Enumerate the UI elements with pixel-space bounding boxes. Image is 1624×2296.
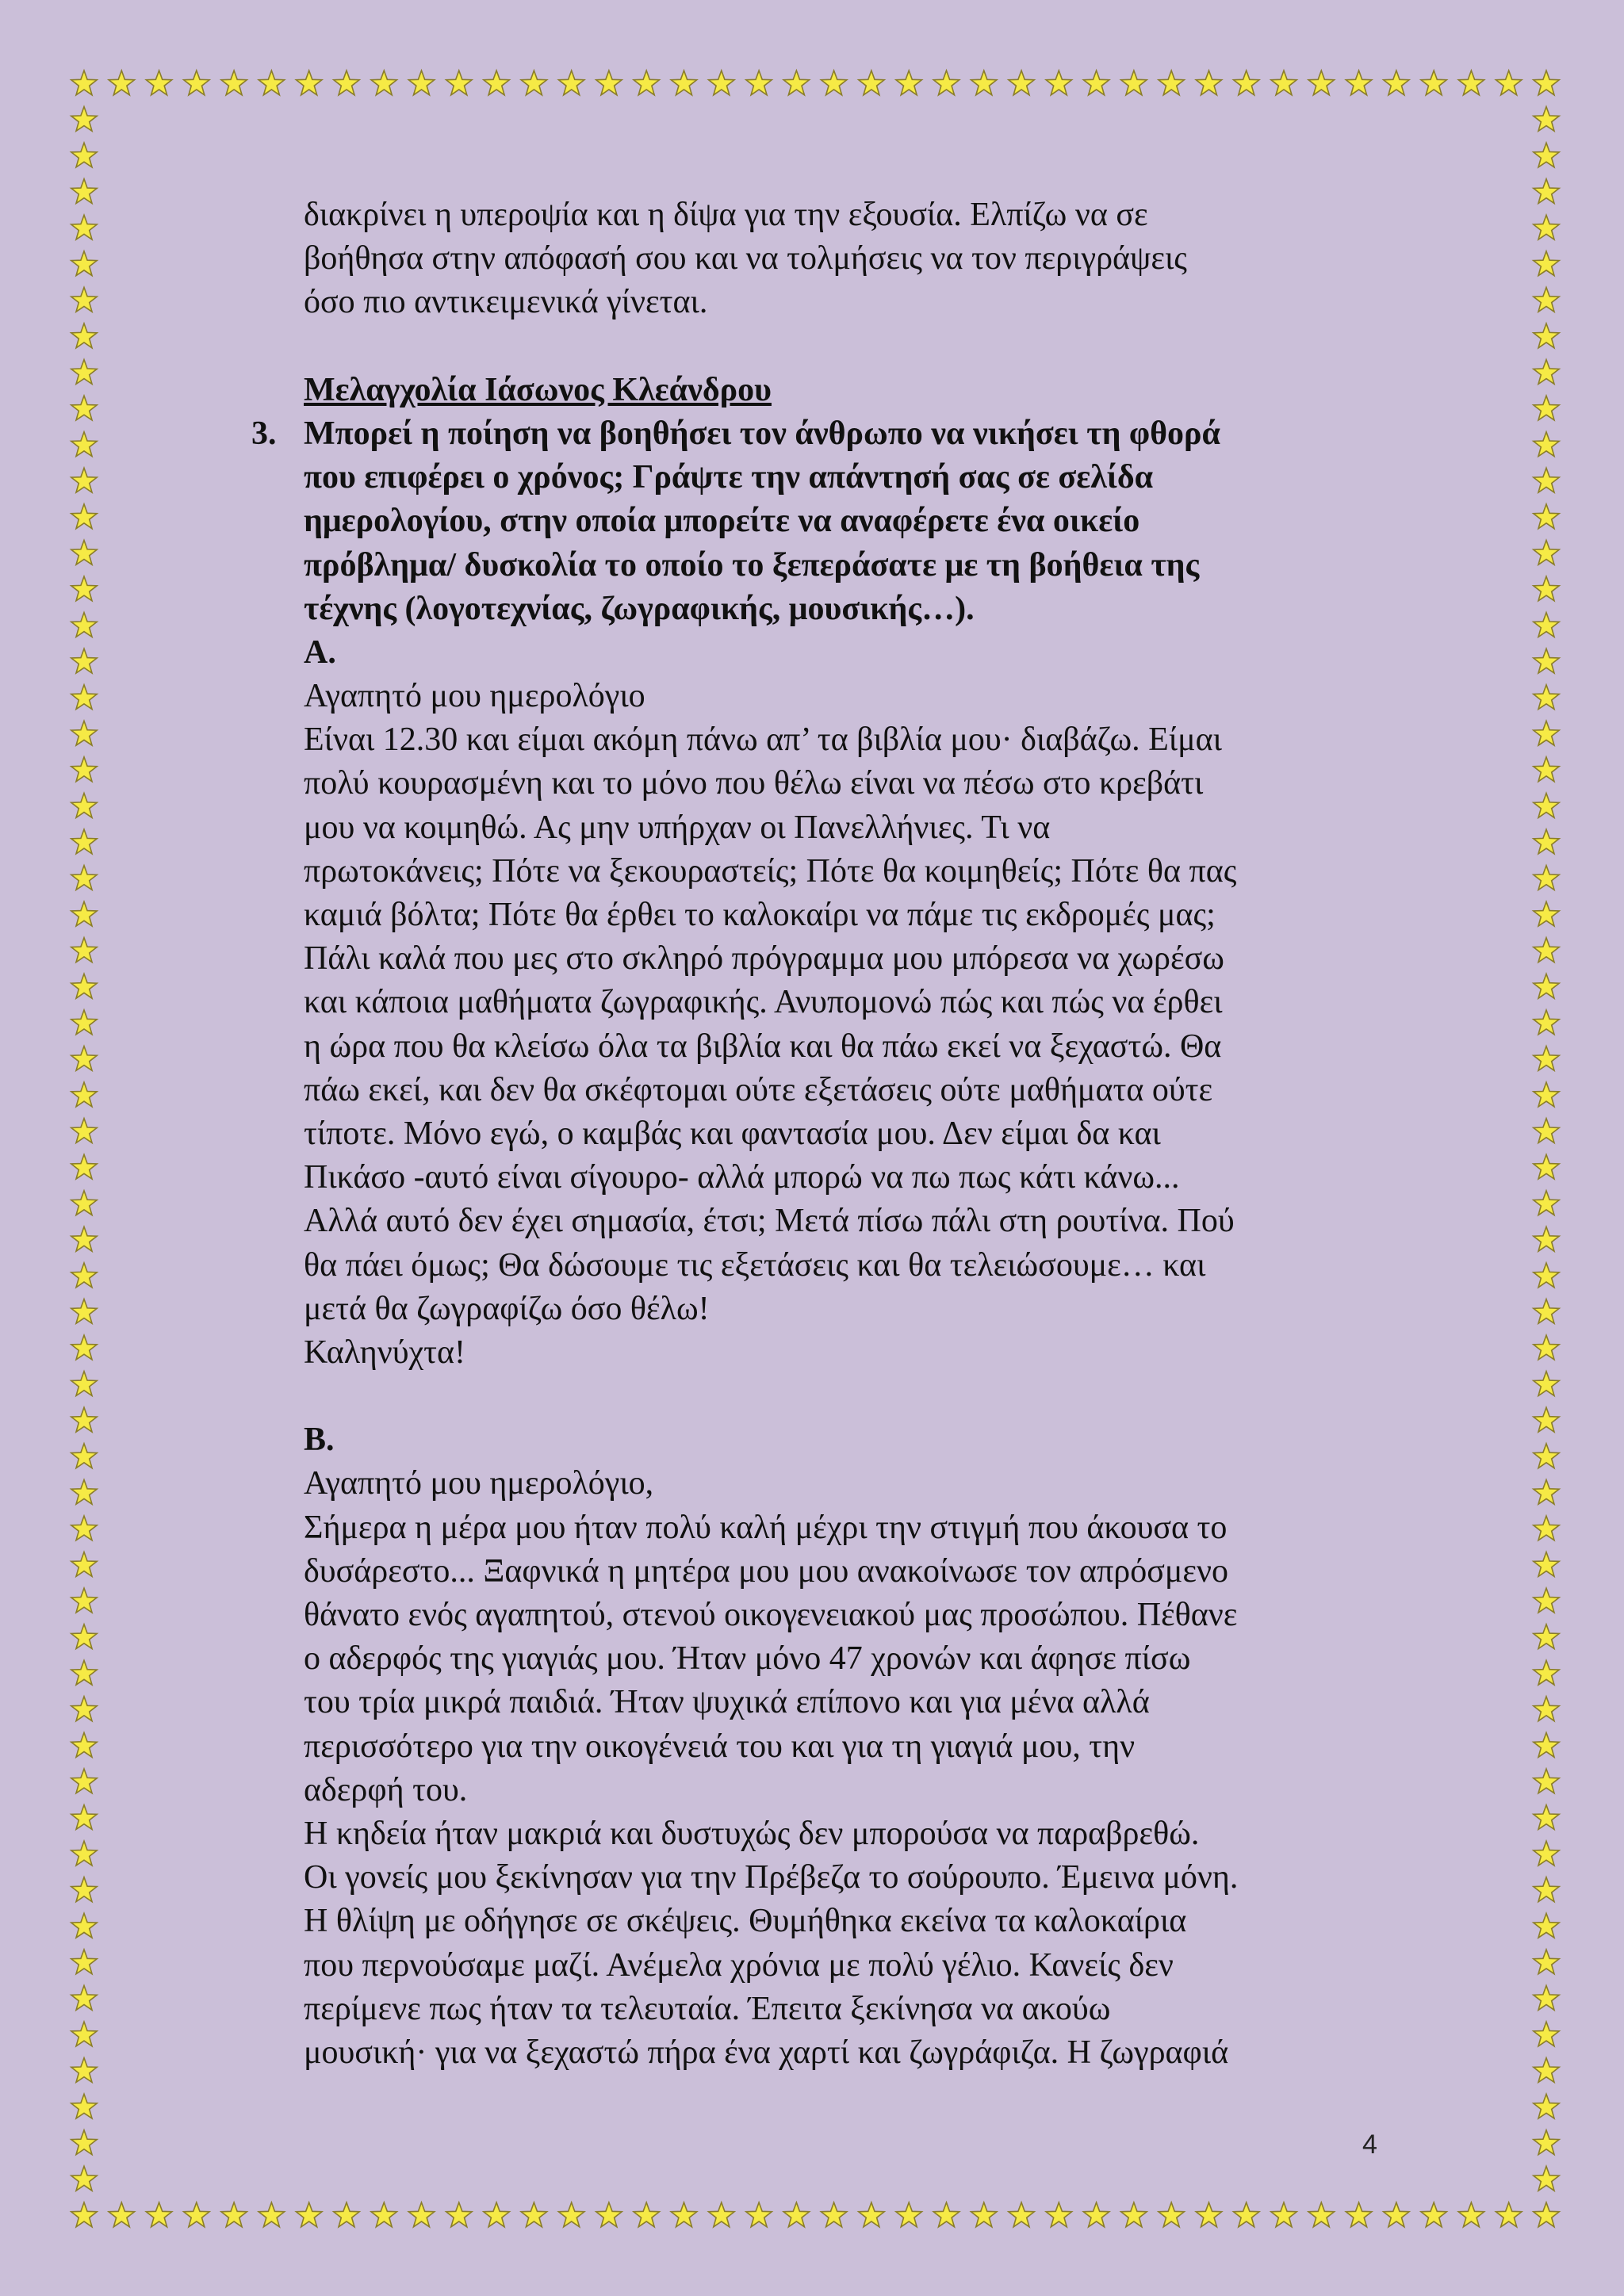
star-icon [71,1372,97,1396]
star-icon [334,71,359,95]
intro-line: όσο πιο αντικειμενικά γίνεται. [304,284,708,321]
star-icon [822,2202,847,2227]
star-icon [71,1660,97,1685]
star-icon [446,71,472,95]
star-icon [1159,2202,1184,2227]
star-icon [1534,685,1559,710]
star-icon [1346,71,1371,95]
section-b-line: Σήμερα η μέρα μου ήταν πολύ καλή μέχρι την στιγμή που άκουσα το [304,1509,1228,1546]
star-icon [71,794,97,818]
star-icon [71,1047,97,1071]
section-b-line: που περνούσαμε μαζί. Ανέμελα χρόνια με πολύ γέλιο. Κανείς δεν [304,1946,1174,1984]
star-icon [71,143,97,167]
star-icon [71,613,97,637]
section-a-line: Αλλά αυτό δεν έχει σημασία, έτσι; Μετά πίσω πάλι στη ρουτίνα. Πού [304,1203,1235,1240]
star-icon [334,2202,359,2227]
question-line: πρόβλημα/ δυσκολία το οποίο το ξεπεράσατε με τη βοήθεια της [304,546,1200,584]
star-icon [783,71,809,95]
star-icon [371,2202,396,2227]
star-icon [1196,2202,1221,2227]
star-icon [1534,1191,1559,1215]
section-a-line: Πικάσο -αυτό είναι σίγουρο- αλλά μπορώ να πω πως κάτι κάνω... [304,1159,1180,1196]
star-icon [1534,432,1559,457]
author-name: Μελαγχολία Ιάσωνος Κλεάνδρου [304,371,772,408]
star-icon [1009,2202,1034,2227]
star-icon [1534,1986,1559,2011]
star-icon [1534,794,1559,818]
star-icon [71,1119,97,1143]
star-icon [1534,143,1559,167]
star-icon [484,2202,509,2227]
star-icon [1384,2202,1409,2227]
star-icon [71,757,97,782]
star-icon [1534,1119,1559,1143]
section-a-line: Είναι 12.30 και είμαι ακόμη πάνω απ’ τα βιβλία μου· διαβάζω. Είμαι [304,721,1222,759]
star-icon [71,1480,97,1505]
star-icon [71,504,97,529]
section-a [304,631,1382,1375]
question-3 [251,412,1382,631]
star-icon [1534,179,1559,204]
star-icon [71,1950,97,1974]
star-icon [71,685,97,710]
star-icon [71,396,97,420]
star-icon [371,71,396,95]
star-icon [1534,649,1559,673]
star-icon [1046,71,1071,95]
star-icon [71,179,97,204]
star-icon [1534,1516,1559,1540]
section-a-line: και κάποια μαθήματα ζωγραφικής. Ανυπομονώ πώς και πώς να έρθει [304,984,1223,1021]
star-icon [146,71,171,95]
star-icon [71,1552,97,1577]
star-icon [1534,2166,1559,2191]
star-icon [1534,504,1559,529]
star-icon [1534,1082,1559,1107]
star-icon [71,541,97,565]
star-icon [71,288,97,312]
star-icon [184,2202,209,2227]
star-icon [71,2094,97,2118]
star-icon [1534,1407,1559,1432]
star-icon [746,71,772,95]
star-icon [71,576,97,601]
star-icon [1534,1010,1559,1035]
star-icon [71,1407,97,1432]
star-icon [71,974,97,998]
star-icon [1534,215,1559,239]
star-icon [71,866,97,890]
star-icon [1534,251,1559,276]
star-icon [1159,71,1184,95]
star-icon [71,1986,97,2011]
star-icon [1046,2202,1071,2227]
star-icon [71,721,97,745]
star-icon [221,71,247,95]
star-icon [71,251,97,276]
intro-line: διακρίνει η υπεροψία και η δίψα για την εξουσία. Ελπίζω να σε [304,197,1148,233]
star-icon [933,2202,959,2227]
star-icon [1534,2130,1559,2155]
star-icon [596,2202,622,2227]
star-icon [1009,71,1034,95]
star-icon [297,71,322,95]
star-icon [146,2202,171,2227]
star-icon [1534,1552,1559,1577]
star-icon [1534,1480,1559,1505]
star-icon [484,71,509,95]
star-icon [71,215,97,239]
star-icon [1534,2202,1559,2227]
question-line: ημερολογίου, στην οποία μπορείτε να αναφέρετε ένα οικείο [304,503,1140,540]
star-icon [1534,396,1559,420]
section-b-line: αδερφή του. [304,1771,468,1808]
star-icon [746,2202,772,2227]
section-a-line: Πάλι καλά που μες στο σκληρό πρόγραμμα μου μπόρεσα να χωρέσω [304,940,1224,978]
section-b-line: μουσική· για να ξεχαστώ πήρα ένα χαρτί και ζωγράφιζα. Η ζωγραφιά [304,2034,1229,2071]
star-icon [1534,107,1559,132]
section-a-line: πολύ κουρασμένη και το μόνο που θέλω είναι να πέσω στο κρεβάτι [304,765,1204,802]
star-icon [71,1516,97,1540]
star-icon [1534,1047,1559,1071]
star-icon [71,1733,97,1758]
star-icon [259,71,284,95]
star-icon [71,1263,97,1288]
star-icon [71,1624,97,1649]
star-icon [71,1191,97,1215]
star-icon [1534,1660,1559,1685]
star-icon [1234,71,1259,95]
star-icon [71,1299,97,1324]
star-icon [1496,71,1522,95]
star-icon [1083,2202,1109,2227]
star-icon [1421,2202,1446,2227]
star-icon [709,71,734,95]
star-icon [1308,2202,1334,2227]
star-icon [71,2058,97,2083]
intro-paragraph [304,193,1382,325]
star-icon [1534,757,1559,782]
section-a-line: θα πάει όμως; Θα δώσουμε τις εξετάσεις και θα τελειώσουμε… και [304,1246,1206,1284]
star-icon [1271,2202,1297,2227]
star-icon [1346,2202,1371,2227]
section-b-line: Η κηδεία ήταν μακριά και δυστυχώς δεν μπορούσα να παραβρεθώ. [304,1815,1200,1852]
star-icon [1534,1299,1559,1324]
star-icon [71,360,97,385]
star-icon [933,71,959,95]
question-line: Μπορεί η ποίηση να βοηθήσει τον άνθρωπο να νικήσει τη φθορά [304,415,1220,452]
document-body [251,193,1382,2075]
star-icon [1534,1697,1559,1721]
section-a-line: η ώρα που θα κλείσω όλα τα βιβλία και θα πάω εκεί να ξεχαστώ. Θα [304,1027,1222,1065]
section-a-line: πρωτοκάνεις; Πότε να ξεκουραστείς; Πότε θα κοιμηθείς; Πότε θα πας [304,852,1237,890]
star-icon [559,71,584,95]
star-icon [71,1841,97,1866]
star-icon [1121,2202,1147,2227]
star-icon [1534,1226,1559,1251]
section-b-line: περισσότερο για την οικογένειά του και για τη γιαγιά μου, την [304,1728,1136,1765]
star-icon [1534,721,1559,745]
section-a-greeting: Αγαπητό μου ημερολόγιο [304,678,645,715]
section-b-line: του τρία μικρά παιδιά. Ήταν ψυχικά επίπονο και για μένα αλλά [304,1684,1150,1721]
star-icon [1534,1335,1559,1360]
section-b-label: Β. [304,1422,335,1459]
star-icon [1534,1444,1559,1468]
star-icon [259,2202,284,2227]
star-icon [1534,2058,1559,2083]
section-b-line: θάνατο ενός αγαπητού, στενού οικογενειακού μας προσώπου. Πέθανε [304,1597,1238,1633]
star-icon [1234,2202,1259,2227]
star-icon [1534,1841,1559,1866]
star-icon [1121,71,1147,95]
star-icon [1534,323,1559,348]
star-icon [1384,71,1409,95]
star-icon [1534,938,1559,962]
star-icon [71,2166,97,2191]
section-b-greeting: Αγαπητό μου ημερολόγιο, [304,1465,654,1502]
star-icon [71,2202,97,2227]
section-a-line: τίποτε. Μόνο εγώ, ο καμβάς και φαντασία μου. Δεν είμαι δα και [304,1115,1161,1152]
star-icon [1534,1624,1559,1649]
star-icon [71,2130,97,2155]
section-b-line: ο αδερφός της γιαγιάς μου. Ήταν μόνο 47 χρονών και άφησε πίσω [304,1640,1191,1678]
star-icon [822,71,847,95]
star-icon [1083,71,1109,95]
star-icon [1534,468,1559,492]
star-icon [1534,1805,1559,1830]
star-icon [71,468,97,492]
star-icon [1534,360,1559,385]
star-icon [71,1805,97,1830]
section-a-closing: Καληνύχτα! [304,1334,466,1371]
star-icon [71,1697,97,1721]
star-icon [71,1877,97,1902]
star-icon [634,2202,659,2227]
star-icon [783,2202,809,2227]
star-icon [71,1082,97,1107]
star-icon [71,1010,97,1035]
section-a-line: πάω εκεί, και δεν θα σκέφτομαι ούτε εξετάσεις ούτε μαθήματα ούτε [304,1071,1213,1108]
star-icon [1421,71,1446,95]
star-icon [71,1226,97,1251]
star-icon [1534,1733,1559,1758]
star-icon [408,71,434,95]
section-b-line: περίμενε πως ήταν τα τελευταία. Έπειτα ξεκίνησα να ακούω [304,1990,1111,2027]
star-icon [859,2202,884,2227]
star-icon [71,323,97,348]
section-b [304,1418,1382,2075]
section-a-line: μετά θα ζωγραφίζω όσο θέλω! [304,1290,710,1327]
star-icon [1534,1154,1559,1179]
star-icon [1196,71,1221,95]
star-icon [971,71,997,95]
question-line: τέχνης (λογοτεχνίας, ζωγραφικής, μουσικής…). [304,590,975,627]
star-icon [1534,901,1559,926]
star-icon [408,2202,434,2227]
star-icon [297,2202,322,2227]
star-icon [1534,613,1559,637]
star-icon [221,2202,247,2227]
star-icon [559,2202,584,2227]
star-icon [1534,541,1559,565]
star-icon [521,2202,546,2227]
star-icon [1534,2094,1559,2118]
star-icon [109,2202,134,2227]
star-icon [1458,71,1484,95]
star-icon [1534,1769,1559,1793]
star-icon [1534,1913,1559,1938]
star-icon [71,1154,97,1179]
star-icon [971,2202,997,2227]
star-icon [634,71,659,95]
star-icon [1534,974,1559,998]
star-icon [71,901,97,926]
star-icon [71,432,97,457]
star-icon [71,1588,97,1613]
star-icon [1534,1263,1559,1288]
star-icon [1308,71,1334,95]
section-a-label: Α. [304,633,336,671]
star-icon [521,71,546,95]
star-icon [1534,1950,1559,1974]
section-b-line: Η θλίψη με οδήγησε σε σκέψεις. Θυμήθηκα εκείνα τα καλοκαίρια [304,1903,1187,1940]
star-icon [71,1444,97,1468]
star-icon [1458,2202,1484,2227]
star-icon [71,2022,97,2046]
star-icon [671,2202,696,2227]
star-icon [71,1335,97,1360]
section-a-line: καμιά βόλτα; Πότε θα έρθει το καλοκαίρι να πάμε τις εκδρομές μας; [304,897,1216,933]
question-number: 3. [251,415,277,452]
star-icon [1534,829,1559,854]
star-icon [71,938,97,962]
section-b-line: δυσάρεστο... Ξαφνικά η μητέρα μου μου ανακοίνωσε τον απρόσμενο [304,1552,1229,1590]
page-number: 4 [1362,2130,1377,2160]
star-icon [1534,576,1559,601]
star-icon [709,2202,734,2227]
star-icon [1496,2202,1522,2227]
star-icon [71,1913,97,1938]
star-icon [1534,1877,1559,1902]
section-a-line: μου να κοιμηθώ. Ας μην υπήρχαν οι Πανελλήνιες. Τι να [304,809,1051,846]
star-icon [1534,1588,1559,1613]
star-icon [446,2202,472,2227]
star-icon [1534,288,1559,312]
star-icon [109,71,134,95]
star-icon [596,71,622,95]
star-icon [1534,866,1559,890]
star-icon [896,2202,921,2227]
intro-line: βοήθησα στην απόφασή σου και να τολμήσεις να τον περιγράψεις [304,240,1187,277]
star-icon [671,71,696,95]
star-icon [71,829,97,854]
section-b-line: Οι γονείς μου ξεκίνησαν για την Πρέβεζα το σούρουπο. Έμεινα μόνη. [304,1859,1239,1896]
star-icon [896,71,921,95]
star-icon [71,107,97,132]
star-icon [184,71,209,95]
star-icon [859,71,884,95]
star-icon [71,649,97,673]
star-icon [1534,2022,1559,2046]
star-icon [1534,1372,1559,1396]
star-icon [71,71,97,95]
star-icon [71,1769,97,1793]
star-icon [1534,71,1559,95]
star-icon [1271,71,1297,95]
question-line: που επιφέρει ο χρόνος; Γράψτε την απάντησή σας σε σελίδα [304,459,1154,496]
